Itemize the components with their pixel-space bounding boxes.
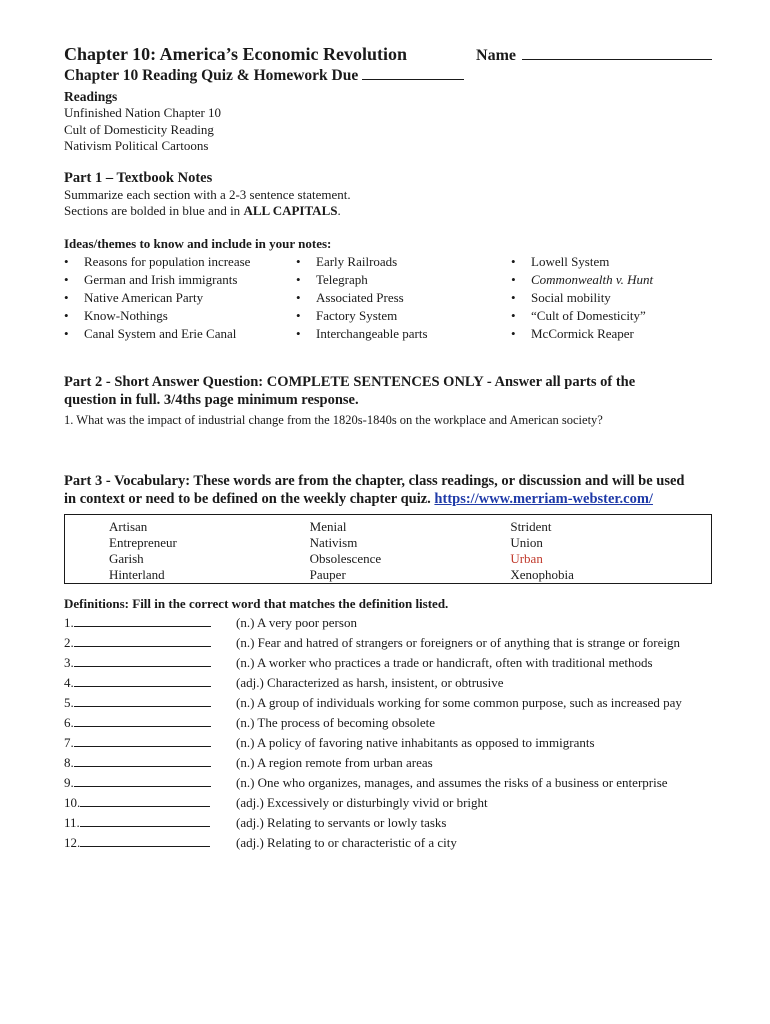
reading-item: Nativism Political Cartoons: [64, 138, 209, 153]
part1-instruction-2-prefix: Sections are bolded in blue and in: [64, 203, 241, 218]
answer-blank[interactable]: [80, 826, 210, 827]
ideas-heading: Ideas/themes to know and include in your notes:: [64, 235, 332, 251]
idea-item: • Interchangeable parts: [296, 325, 511, 343]
definition-number: 12.: [64, 834, 81, 850]
definition-number: 3.: [64, 654, 74, 670]
definition-text: (n.) A region remote from urban areas: [236, 754, 433, 770]
idea-item: • Associated Press: [296, 289, 511, 307]
part3-heading-line-2-text: in context or need to be defined on the weekly chapter quiz.: [64, 490, 431, 507]
idea-item: • German and Irish immigrants: [64, 271, 296, 289]
definition-answer[interactable]: [64, 695, 236, 711]
definition-text: (n.) The process of becoming obsolete: [236, 714, 436, 730]
name-label: Name: [476, 47, 516, 64]
vocab-column-3: [510, 519, 711, 583]
part1-instruction-2: [64, 203, 712, 220]
definition-text: (adj.) Characterized as harsh, insistent, or obtrusive: [236, 674, 504, 690]
definition-number: 11.: [64, 814, 80, 830]
part2-heading-line-2: question in full. 3/4ths page minimum response.: [64, 391, 359, 408]
worksheet-page: [64, 44, 712, 853]
vocab-column-2: [310, 519, 511, 583]
definition-text: (adj.) Excessively or disturbingly vivid or bright: [236, 794, 488, 810]
definition-row: [64, 733, 712, 753]
idea-item: • Canal System and Erie Canal: [64, 325, 296, 343]
vocab-word: Nativism: [309, 534, 358, 550]
vocab-word: Hinterland: [109, 566, 165, 582]
vocab-word: Artisan: [109, 518, 148, 534]
answer-blank[interactable]: [74, 626, 211, 627]
due-label: Chapter 10 Reading Quiz & Homework Due: [64, 67, 359, 84]
definition-text: (n.) A group of individuals working for some common purpose, such as increased pay: [236, 694, 682, 710]
answer-blank[interactable]: [74, 706, 211, 707]
definition-answer[interactable]: [64, 615, 236, 631]
due-date-blank[interactable]: [362, 79, 464, 80]
definition-row: [64, 813, 712, 833]
vocab-word: Pauper: [309, 566, 346, 582]
name-blank[interactable]: [522, 59, 712, 60]
definition-number: 2.: [64, 634, 74, 650]
vocab-word: Menial: [309, 518, 347, 534]
definition-number: 8.: [64, 754, 74, 770]
idea-item: • Know-Nothings: [64, 307, 296, 325]
vocabulary-box: [64, 514, 712, 584]
definition-number: 10.: [64, 794, 81, 810]
definition-answer[interactable]: [64, 655, 236, 671]
idea-item-case-name: • Commonwealth v. Hunt: [511, 271, 681, 289]
answer-blank[interactable]: [74, 766, 211, 767]
vocab-word: Entrepreneur: [109, 534, 177, 550]
definition-text: (n.) A very poor person: [236, 614, 357, 630]
definition-text: (n.) Fear and hatred of strangers or foreigners or of anything that is strange or foreign: [236, 634, 681, 650]
page-title: Chapter 10: America’s Economic Revolution: [64, 44, 407, 64]
part2-heading: [64, 373, 712, 409]
definition-row: [64, 693, 712, 713]
part1-heading: Part 1 – Textbook Notes: [64, 169, 213, 186]
answer-blank[interactable]: [74, 666, 211, 667]
definition-text: (adj.) Relating to or characteristic of a city: [236, 834, 457, 850]
definition-row: [64, 713, 712, 733]
idea-item: • Early Railroads: [296, 253, 511, 271]
vocab-word: Obsolescence: [309, 550, 382, 566]
idea-item: • Reasons for population increase: [64, 253, 296, 271]
vocab-word: Strident: [510, 518, 552, 534]
definition-row: [64, 653, 712, 673]
vocab-word: Union: [510, 534, 543, 550]
due-line: [64, 67, 712, 85]
part3-heading: [64, 472, 712, 508]
answer-blank[interactable]: [74, 726, 211, 727]
definition-row: [64, 673, 712, 693]
idea-item: • McCormick Reaper: [511, 325, 681, 343]
definition-number: 5.: [64, 694, 74, 710]
definition-answer[interactable]: [64, 815, 236, 831]
readings-list: [64, 105, 712, 155]
definition-row: [64, 633, 712, 653]
definition-row: [64, 753, 712, 773]
answer-blank[interactable]: [80, 806, 210, 807]
ideas-column-1: [64, 253, 296, 343]
idea-item: • Telegraph: [296, 271, 511, 289]
part3-heading-line-1: Part 3 - Vocabulary: These words are from the chapter, class readings, or discussion and will be used: [64, 472, 685, 489]
definition-text: (n.) A policy of favoring native inhabitants as opposed to immigrants: [236, 734, 595, 750]
answer-blank[interactable]: [80, 846, 210, 847]
vocab-word: Xenophobia: [510, 566, 574, 582]
definition-row: [64, 773, 712, 793]
answer-blank[interactable]: [74, 686, 211, 687]
idea-item: • “Cult of Domesticity”: [511, 307, 681, 325]
definition-number: 1.: [64, 614, 74, 630]
reading-item: Unfinished Nation Chapter 10: [64, 105, 222, 120]
part1-instruction-2-suffix: .: [337, 203, 341, 218]
vocab-word: Garish: [109, 550, 144, 566]
ideas-columns: [64, 253, 712, 343]
definition-answer[interactable]: [64, 675, 236, 691]
definition-number: 7.: [64, 734, 74, 750]
definition-row: [64, 793, 712, 813]
definition-text: (n.) One who organizes, manages, and assumes the risks of a business or enterprise: [236, 774, 668, 790]
definition-answer[interactable]: [64, 775, 236, 791]
idea-item: • Factory System: [296, 307, 511, 325]
definitions-heading: Definitions: Fill in the correct word that matches the definition listed.: [64, 595, 449, 611]
definitions-list: [64, 613, 712, 853]
answer-blank[interactable]: [74, 786, 211, 787]
readings-heading: Readings: [64, 89, 118, 104]
name-field[interactable]: [476, 47, 712, 65]
part3-heading-line-2: [64, 490, 712, 508]
definition-text: (adj.) Relating to servants or lowly tasks: [236, 814, 447, 830]
idea-item: • Social mobility: [511, 289, 681, 307]
definition-answer[interactable]: [64, 635, 236, 651]
part2-heading-line-1: Part 2 - Short Answer Question: COMPLETE SENTENCES ONLY - Answer all parts of the: [64, 373, 636, 390]
definition-number: 4.: [64, 674, 74, 690]
dictionary-link[interactable]: https://www.merriam-webster.com/: [434, 490, 653, 507]
definition-answer[interactable]: [64, 715, 236, 731]
part1-instruction-1: Summarize each section with a 2-3 sentence statement.: [64, 186, 351, 202]
part2-question: 1. What was the impact of industrial change from the 1820s-1840s on the workplace and American society?: [64, 412, 603, 427]
part1-instruction-2-bold: ALL CAPITALS: [243, 203, 338, 218]
reading-item: Cult of Domesticity Reading: [64, 121, 214, 137]
definition-row: [64, 613, 712, 633]
definition-answer[interactable]: [64, 755, 236, 771]
definition-number: 9.: [64, 774, 74, 790]
definition-answer[interactable]: [64, 795, 236, 811]
definition-text: (n.) A worker who practices a trade or handicraft, often with traditional methods: [236, 654, 653, 670]
ideas-column-2: [296, 253, 511, 343]
ideas-column-3: [511, 253, 681, 343]
header-row: [64, 44, 712, 65]
answer-blank[interactable]: [74, 646, 211, 647]
definition-answer[interactable]: [64, 735, 236, 751]
idea-item: • Lowell System: [511, 253, 681, 271]
definition-number: 6.: [64, 714, 74, 730]
vocab-word-highlighted: Urban: [510, 550, 543, 566]
definition-answer[interactable]: [64, 835, 236, 851]
idea-item: • Native American Party: [64, 289, 296, 307]
definition-row: [64, 833, 712, 853]
answer-blank[interactable]: [74, 746, 211, 747]
vocab-column-1: [109, 519, 310, 583]
